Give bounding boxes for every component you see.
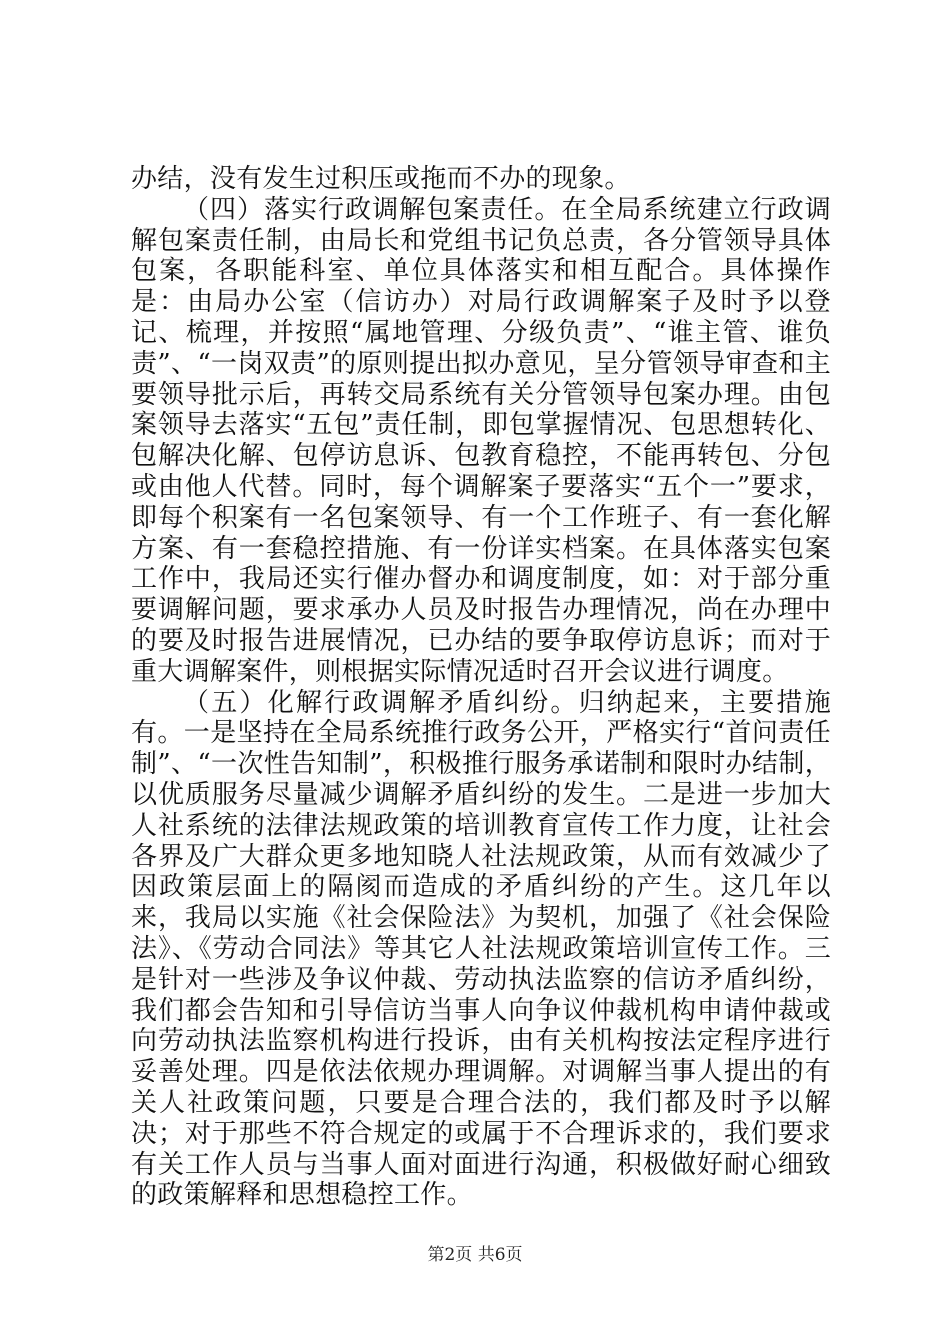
page-footer: 第2页 共6页 [427, 1245, 523, 1265]
paragraph-continuation: 办结，没有发生过积压或拖而不办的现象。 [131, 164, 631, 194]
paragraph-case-responsibility: （四）落实行政调解包案责任。在全局系统建立行政调解包案责任制，由局长和党组书记负总责，各分管领导具体包案，各职能科室、单位具体落实和相互配合。具体操作是：由局办公室（信访办）对局行政调解案子及时予以登记、梳理，并按照“属地管理、分级负责”、“谁主管、谁负责”、“一岗双责”的原则提出拟办意见，呈分管领导审查和主要领导批示后，再转交局系统有关分管领导包案办理。由包案领导去落实“五包”责任制，即包掌握情况、包思想转化、包解决化解、包停访息诉、包教育稳控，不能再转包、分包或由他人代替。同时，每个调解案子要落实“五个一”要求，即每个积案有一名包案领导、有一个工作班子、有一套化解方案、有一套稳控措施、有一份详实档案。在具体落实包案工作中，我局还实行催办督办和调度制度，如：对于部分重要调解问题，要求承办人员及时报告办理情况，尚在办理中的要及时报告进展情况，已办结的要争取停访息诉；而对于重大调解案件，则根据实际情况适时召开会议进行调度。 [131, 194, 831, 687]
paragraph-dispute-resolution: （五）化解行政调解矛盾纠纷。归纳起来，主要措施有。一是坚持在全局系统推行政务公开，严格实行“首问责任制”、“一次性告知制”，积极推行服务承诺制和限时办结制，以优质服务尽量减少调解矛盾纠纷的发生。二是进一步加大人社系统的法律法规政策的培训教育宣传工作力度，让社会各界及广大群众更多地知晓人社法规政策，从而有效减少了因政策层面上的隔阂而造成的矛盾纠纷的产生。这几年以来，我局以实施《社会保险法》为契机，加强了《社会保险法》、《劳动合同法》等其它人社法规政策培训宣传工作。三是针对一些涉及争议仲裁、劳动执法监察的信访矛盾纠纷，我们都会告知和引导信访当事人向争议仲裁机构申请仲裁或向劳动执法监察机构进行投诉，由有关机构按法定程序进行妥善处理。四是依法依规办理调解。对调解当事人提出的有关人社政策问题，只要是合理合法的，我们都及时予以解决；对于那些不符合规定的或属于不合理诉求的，我们要求有关工作人员与当事人面对面进行沟通，积极做好耐心细致的政策解释和思想稳控工作。 [131, 687, 831, 1211]
document-body [131, 164, 831, 1211]
